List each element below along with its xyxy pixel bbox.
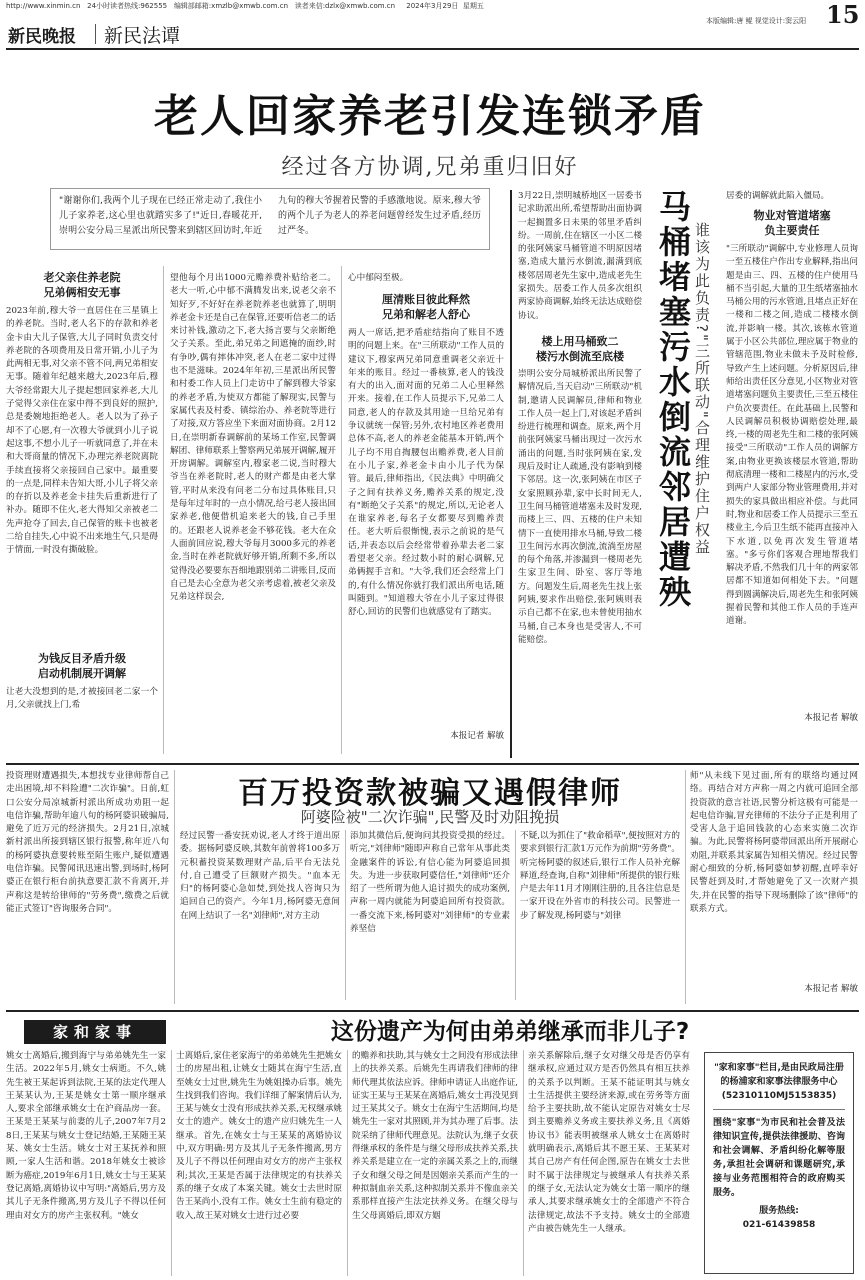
story1-col2-text: 望他每个月出1000元赡养费补贴给老二。老大一听,心中郁不满腾发出来,说老父亲不知好歹,不好好在养老院养老也就算了,明明养老金卡还是自己在保管,还要听信老二的话来讨补钱,激动之下,老大扬言要与父亲断绝父子关系。至此,弟兄弟之间遮掩的面纱,时有争吵,偶有摔体冲突,老人在老二家中过得也不是滋味。2024年年初,三星派出所民警和村委工作人员上门走访中了解到穆大爷家的养老矛盾,为使双方都能了解现实,民警与家属代表及村委、镇综治办、养老院等进行了对接,双方答应坐下来面对面协商。2月12日,在崇明新春调解前的某场工作室,民警调解团、律师联系上警察两兄弟展开调解,履开开房调解。调解室内,穆家老二说,当时穆大爷当在养老院时,老人的财产都是由老大掌管,平时从来没有问老二分布过具体账目,只是每年过年时的一点小情况,给弓老人接出回家养老,他便借机追来老大的钱,自己手里的。还跟老人说养老金不够花钱。老大在众人面前回应说,穆大爷每月3000多元的养老金,当时在养老院就好够开销,所剩不多,所以觉得没必要要东吾细地跟别弟二讲账目,反而自己是去心全意为老父亲考虑着,被老父亲及兄弟这样误会, <box>170 273 336 603</box>
column-divider <box>523 1050 524 1276</box>
story1-subhead-1: 老父亲住养老院 兄弟俩相安无事 <box>43 271 121 299</box>
masthead-info-line <box>6 2 706 10</box>
column-divider <box>163 266 164 754</box>
story4-col2-text: 士离婚后,家住老家海宁的弟弟姚先生把姚女士的房屋出租,让姚女士随其在海宁生活,直至姚女士过世,姚先生为姚姐操办后事。姚先生找到我们咨询。我们详细了解案情后认为,王某与姚女士没有形成扶养关系,无权继承姚女士的遗产。姚女士的遗产应归姚先生一人继承。首先,在姚女士与王某某的离婚协议中,双方明确:男方及其儿子无条件搬离,男方及儿子不得以任何理由对女方的房产主张权利;其次,王某是否属于法律规定的有扶养关系的继子女成了本案关键。姚女士去世时原告王某尚小,没有工作。姚女士生前有稳定的收入,故王某对姚女士进行过必要 <box>176 1051 342 1221</box>
story3-subheadline: 阿婆险被"二次诈骗",民警及时劝阻挽损 <box>300 808 560 826</box>
story3-column-4 <box>690 770 858 1006</box>
story4-top-rule <box>6 1010 859 1012</box>
sidebar-intro: "家和家事"栏目,是由民政局注册的杨浦家和家事法律服务中心(52310110MJ5153835) <box>714 1063 844 1101</box>
sidebar-divider <box>713 1109 845 1110</box>
masthead-hotline: 24小时读者热线:962555 <box>87 2 168 10</box>
column-divider <box>171 1050 172 1276</box>
story2-col2-text-b: "三所联动"调解中,专业修理人员询一至五楼住户作出专业解释,指出问题是由三、四、五楼的住户使用马桶不当引起,大量的卫生纸堵塞抽水马桶公用的污水管道,且堵点正好在一楼和二楼之间,造成二楼楼水倒流,并影响一楼。其次,该栋水管道属于小区公共部位,理应属于物业的管辖范围,物业未做未予及时检修,导致产生上述问题。分析原因后,律师给出责任区分意见,小区物业对管道堵塞问题负主要责任,三至五楼住户负次要责任。在此基础上,民警和人民调解员积极协调赔偿处理,最终,一楼的周老先生和二楼的张阿姨接受"三所联动"工作人员的调解方案,由物业更换该楼层水管道,帮助彻底清理一楼和二楼屋内的污水,受到两户人家部分物业管理费用,并对损失的家具做出相应补偿。与此同时,物业和居委工作人员提示三至五楼业主,今后卫生纸不能再直接冲入下水道,以免再次发生管道堵塞。"多亏你们客观合理地帮我们解决矛盾,不然我们几十年的两家邻居都不知道如何相处下去。"问题得到圆满解决后,周老先生和张阿姨握着民警和其他工作人员的手连声道谢。 <box>726 244 858 627</box>
story1-subheadline: 经过各方协调,兄弟重归旧好 <box>281 155 579 180</box>
story2-col2-text-a: 居委的调解就此陷入僵局。 <box>726 191 830 201</box>
masthead-weekday: 星期五 <box>462 2 484 10</box>
story1-byline: 本报记者 解敏 <box>450 731 504 741</box>
story3-col2-text: 添加其微信后,便询问其投资受损的经过。听完,"刘律师"随即声称自己常年从事此类金融案件的诉讼,有信心能为阿婆追回损失。为进一步获取阿婆信任,"刘律师"还介绍了一些所谓为他人追讨损失的成功案例,声称一周内就能为阿婆追回所有投资款。一番交流下来,杨阿婆对"刘律师"的专业素养坚信 <box>350 831 510 935</box>
column-divider <box>341 266 342 754</box>
story1-lead: "谢谢你们,我两个儿子现在已经正常走动了,我住小儿子家养老,这心里也就踏实多了!"近日,春暖花开,崇明公安分局三星派出所民警来到辖区回访时,年近九旬的穆大爷握着民警的手感激地说。原来,穆大爷的两个儿子为老人的养老问题曾经发生过矛盾,经历过严冬。 <box>59 196 481 236</box>
story4-headline: 这份遗产为何由弟弟继承而非儿子? <box>330 1019 690 1045</box>
story3-top-rule <box>6 763 859 765</box>
story2-headline: 马桶堵塞污水倒流邻居遭殃 <box>654 190 692 610</box>
masthead-reader-mail: 读者来信:dzlx@xmwb.com.cn <box>294 2 396 10</box>
story2-kicker: 谁该为此负责?"三所联动"合理维护住户权益 <box>693 222 711 556</box>
masthead-divider <box>95 24 96 44</box>
story4-col4-text: 亲关系解除后,继子女对继父母是否仍享有继承权,应通过双方是否仍然具有相互扶养的关系予以判断。王某不能证明其与姚女士生活提供主要经济来源,或在劳务等方面给予主要扶助,故不能认定原告对姚女士尽到主要赡养义务或主要扶养义务,且《离婚协议书》能表明被继承人姚女士在离婚时就明确表示,离婚后其不愿王某、王某某对其自己房产有任何企图,原告在姚女士去世时不属于法律规定与被继承人有扶养关系的继子女,无法认定为姚女士第一顺序的继承人,其要求继承姚女士的全部遗产不符合法律规定,故法不予支持。姚女士的全部遗产由被告姚先生一人继承。 <box>528 1051 690 1234</box>
sidebar-services: 围绕"家事"为市民和社会普及法律知识宣传,提供法律援助、咨询和社会调解、矛盾纠纷化解等服务,承担社会调研和课题研究,承接与业务范围相符合的政府购买服务。 <box>713 1118 845 1198</box>
story1-column-3 <box>348 272 504 757</box>
masthead-rule <box>6 48 859 50</box>
story3-headline: 百万投资款被骗又遇假律师 <box>238 776 622 811</box>
column-divider <box>345 830 346 1000</box>
story1-column-1 <box>6 262 158 757</box>
story1-col1-text-a: 2023年前,穆大爷一直居住在三星镇上的养老院。当时,老人名下的存款和养老金卡由大儿子保管,大儿子同时负责交付养老院的各项费用及日常开销,小儿子为此两相无事,对父亲不管不问,两兄弟相安无事。随着年纪越来越大,2023年后,穆大爷经常跟大儿子提起想回家养老,大儿子觉得父亲住在家中得不到良好的照护,总是委婉地拒绝老人。老人以为了孙子却不了心愿,有一次穆大爷就到小儿子说起这事,不想小儿子一听就同意了,并在未和大哥商量的情况下,办理完养老院离院手续直接将父亲接回自己家中。最重要的一点是,同样未告知大哥,小儿子将父亲的存折以及养老金卡挂失后重新进行了补办。随即不住火,老大得知父亲被老二先声抢夺了回去,自己保管的账卡也被老二给自挂失,心中说不出来地生气,只是碍于情面,一时没有撕破脸。 <box>6 306 158 556</box>
story3-byline: 本报记者 解敏 <box>804 984 858 994</box>
page-number: 15 <box>826 0 860 29</box>
column-divider <box>347 1050 348 1276</box>
masthead-editor-mail: 编辑部邮箱:xmzlb@xmwb.com.cn <box>173 2 289 10</box>
story4-sidebar-box <box>704 1052 854 1274</box>
sidebar-hotline-label: 服务热线: <box>759 1206 799 1216</box>
column-divider <box>174 770 175 1004</box>
masthead-url: http://www.xinmin.cn <box>6 2 81 10</box>
story2-column-2 <box>726 190 858 755</box>
story1-subhead-2: 为钱反目矛盾升级 启动机制展开调解 <box>38 652 126 680</box>
story4-col3-text: 的赡养和扶助,其与姚女士之间没有形成法律上的扶养关系。后姚先生再请我们律师的律师代理其依法应诉。律师申请证人出庭作证,证实王某与王某某在离婚后,姚女士再没见到过王某其父子。姚女士在海宁生活期间,均是姚先生一家对其照顾,并为其办理了后事。法院采纳了律师代理意见。法院认为,继子女获得继承权的条件是与继父母形成扶养关系,扶养关系是建立在一定的亲属关系之上的,而继子女和继父母之间是因姻亲关系而产生的一种拟制血亲关系,这种拟制关系并不像血亲关系那样直接产生法定扶养义务。在继父母与生父母离婚后,即双方姻 <box>352 1051 518 1221</box>
story2-col1-text: 3月22日,崇明城桥地区一居委书记求助派出所,希望帮助出面协调一起搁置多日未果的邻里矛盾纠纷。一周前,住在辖区一小区二楼的张阿姨家马桶管道不明原因堵塞,造成大量污水倒流,漏满到底楼邻居周老先生家中,造成老先生家损失。居委工作人员多次组织两家协商调解,始终无法达成赔偿协议。 <box>518 191 642 321</box>
story2-subhead-1: 楼上用马桶致二 楼污水倒流至底楼 <box>536 335 624 363</box>
story1-subhead-3: 厘清账目彼此释然 兄弟和解老人舒心 <box>382 293 470 321</box>
section-title: 新民法谭 <box>104 25 181 47</box>
column-label-badge: 家和家事 <box>24 1020 166 1044</box>
story3-col3-text: 不疑,以为抓住了"救命稻草",便按照对方的要求到银行汇款1万元作为前期"劳务费"。听完杨阿婆的叙述后,银行工作人员补充解释道,经查询,自称"刘律师"所提供的银行账户是去年11月才刚刚注册的,且各注信息是一家开设在外省市的科技公司。民警进一步了解发现,杨阿婆与"刘律 <box>520 831 680 921</box>
story4-col1-text: 姚女士离婚后,搬到海宁与弟弟姚先生一家生活。2022年5月,姚女士病逝。不久,姚先生被王某起诉到法院,王某的法定代理人王某某认为,王某是姚女士第一顺序继承人,要求全部继承姚女士在沪商品房一套。王某是王某某与前妻的儿子,2007年7月28日,王某某与姚女士登记结婚,王某随王某某、姚女士生活。姚女士对王某抚养和照顾,一家人生活和谐。2018年姚女士被诊断为癌症,2019年6月1日,姚女士与王某某登记离婚,离婚协议中写明:"离婚后,男方及其儿子无条件搬离,男方及儿子不得以任何理由对女方的房产主张权利。"姚女 <box>6 1051 166 1221</box>
masthead-date: 2024年3月29日 <box>406 2 459 10</box>
story3-intro-text: 投资理财遭遇损失,本想找专业律师帮自己走出困境,却不料险遭"二次诈骗"。日前,虹口公安分局凉城新村派出所成功劝阻一起电信诈骗,帮助年逾八旬的杨阿婆识破骗局,避免了近万元的经济损失。2月21日,凉城新村派出所接到辖区银行报警,称年近八旬的杨阿婆执意要转账至陌生账户,疑似遭遇电信诈骗。民警闻讯迅速出警,到场时,杨阿婆正在银行柜台前执意要汇款不肯离开,并声称这是转给律师的"劳务费",缴费之后就能正式签订"咨询服务合同"。 <box>6 771 169 914</box>
story1-lead-box <box>50 188 490 250</box>
sidebar-hotline-number: 021-61439858 <box>742 1220 816 1230</box>
story2-byline: 本报记者 解敏 <box>804 713 858 723</box>
story1-col1-text-b: 让老大没想到的是,才被接回老二家一个月,父亲就找上门,希 <box>6 687 158 711</box>
story3-col1-text: 经过民警一番安抚劝说,老人才终于道出原委。据杨阿婆反映,其数年前曾将100多万元积蓄投资某数理财产品,后平台无法兑付,自己遭受了巨额财产损失。"血本无归"的杨阿婆心急如焚,到处找人咨询只为追回自己的资产。今年1月,杨阿婆无意间在网上结识了一名"刘律师",对方主动 <box>180 831 340 921</box>
masthead-brand-logo: 新民晚报 <box>8 27 76 47</box>
story1-col3-text-a: 心中郁闷至极。 <box>348 273 409 283</box>
story2-subhead-2: 物业对管道堵塞 负主要责任 <box>753 209 831 237</box>
story3-col4-text: 师"从未线下见过面,所有的联络均通过网络。再结合对方声称一周之内就可追回全部投资款的意言社语,民警分析这极有可能是一起电信诈骗,冒充律师的不法分子正是利用了受害人急于追回钱款的心态来实施二次诈骗。为此,民警将杨阿婆带回派出所开展耐心劝阻,并联系其家属告知相关情况。经过民警耐心细致的分析,杨阿婆如梦初醒,直呼幸好民警赶到及时,才帮她避免了又一次财产损失,并在民警的指导下现场删除了该"律师"的联系方式。 <box>690 771 858 914</box>
story1-headline: 老人回家养老引发连锁矛盾 <box>154 91 706 142</box>
story1-col3-text-b: 两人一席话,把矛盾症结指向了账目不透明的问题上来。在"三所联动"工作人员的建议下,穆家两兄弟同意重调老父亲近十年来的账目。经过一番核算,老人的钱没有大的出入,面对面的兄弟二人心里释然开来。接着,在工作人员提示下,兄弟二人同意,老人的存款及其用途一旦给兄弟有争议就统一保管;另外,农村地区养老费用总体不高,老人的养老金能基本开销,两个儿子均不用自掏腰包出赡养费,老人目前在小儿子家,养老金卡由小儿子代为保管。最后,律师指出,《民法典》中明确父子之间有扶养义务,赡养关系的规定,没有"断绝父子关系"的规定,所以,无论老人在谁家养老,每名子女都要尽到赡养责任。老大听后很惭愧,表示之前说的是气话,并表态以后会经常带着孙辈去老二家看望老父亲。经过数小时的耐心调解,兄弟俩握手言和。"大爷,我们还会经常上门的,有什么情况你就打我们派出所电话,随叫随到。"知道穆大爷在小儿子家过得很舒心,回访的民警们也就感觉有了踏实。 <box>348 328 504 618</box>
column-divider <box>515 830 516 1000</box>
story2-left-rule <box>510 190 512 758</box>
masthead-staff: 本版编辑:唐 鲲 视觉设计:窦云阳 <box>706 17 807 25</box>
column-divider <box>685 770 686 1004</box>
story2-col1-text-b: 崇明公安分局城桥派出所民警了解情况后,当天启动"三所联动"机制,邀请人民调解员,律师和物业工作人员一起上门,对该起矛盾纠纷进行梳理和调查。原来,两个月前张阿姨家马桶出现过一次污水涌出的问题,当时张阿姨在家,发现后及时让人疏通,没有影响到楼下邻居。这一次,张阿姨在市区子女家照顾孙辈,家中长时间无人,卫生间马桶管道堵塞未及时发现,而楼上三、四、五楼的住户未知情下一直使用排水马桶,导致二楼卫生间污水再次倒流,流淌至房屋的每个角落,并渗漏到一楼周老先生家卫生间、卧室、客厅等地方。问题发生后,周老先生找上张阿姨,要求作出赔偿,张阿姨则表示自己都不在家,也未曾使用抽水马桶,自己本身也是受害人,不可能赔偿。 <box>518 369 642 645</box>
